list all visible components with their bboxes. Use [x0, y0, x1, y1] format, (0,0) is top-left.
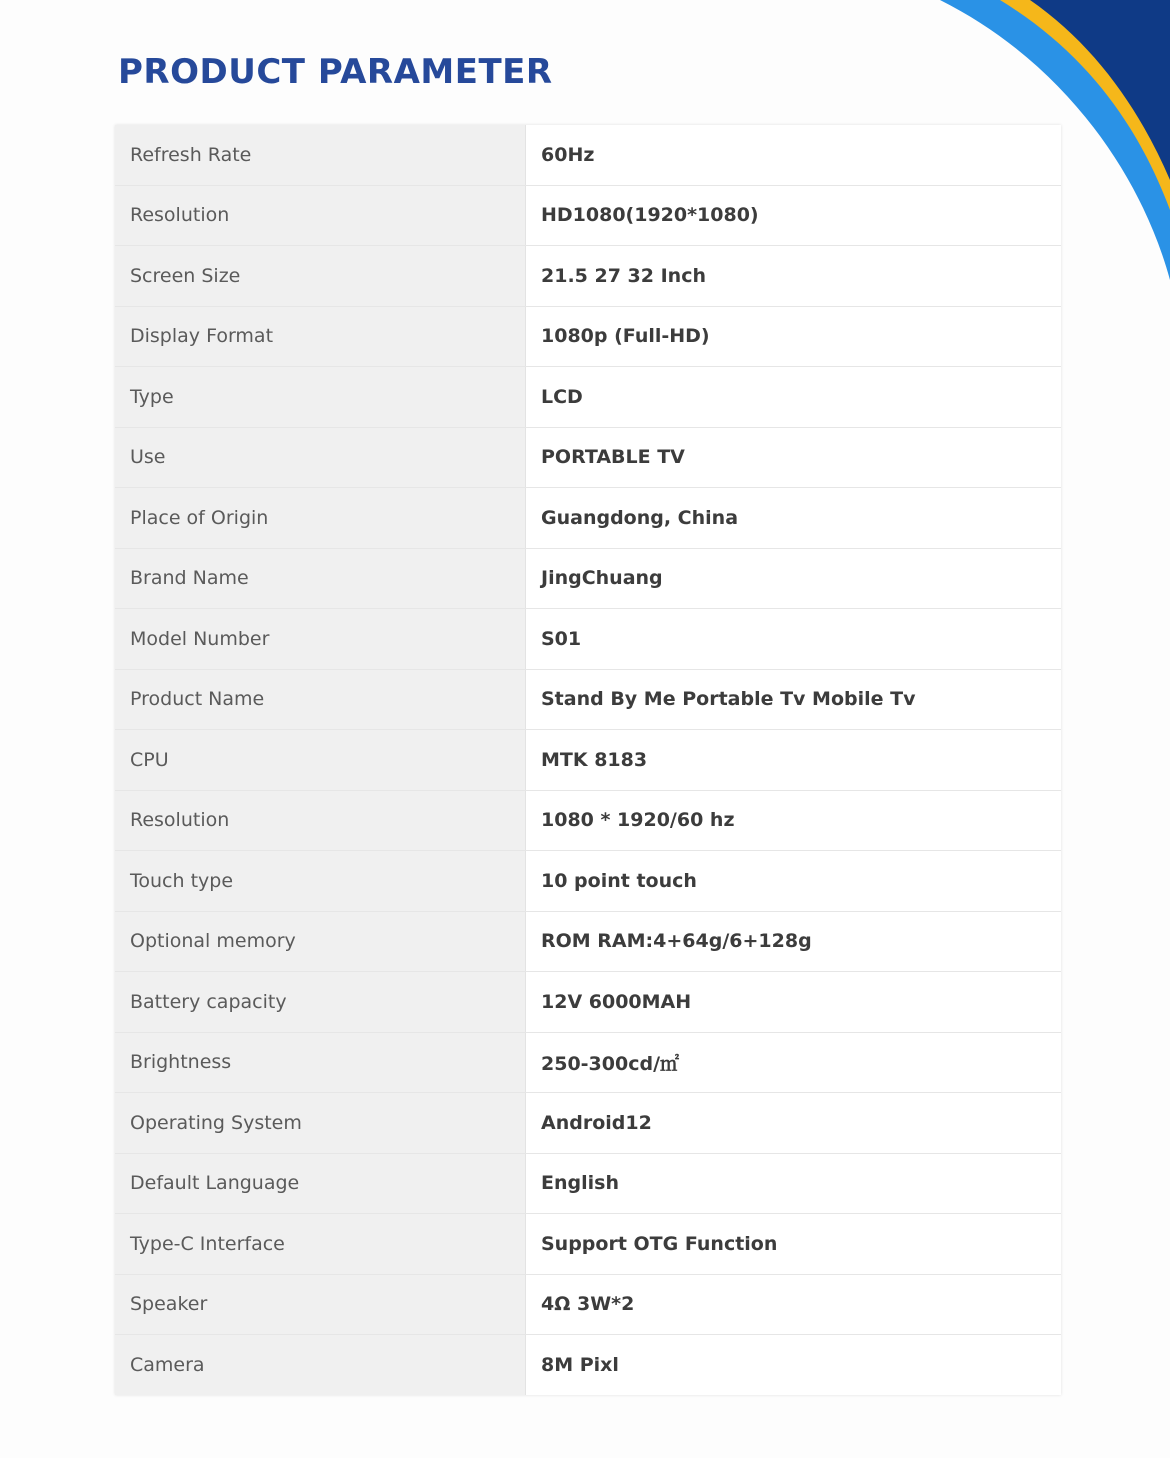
spec-row	[115, 1032, 1061, 1093]
spec-value: S01	[526, 609, 1062, 670]
spec-row	[115, 669, 1061, 730]
spec-value: PORTABLE TV	[526, 427, 1062, 488]
spec-value: 21.5 27 32 Inch	[526, 246, 1062, 307]
spec-value: JingChuang	[526, 548, 1062, 609]
spec-label: Use	[115, 427, 526, 488]
spec-row	[115, 1093, 1061, 1154]
spec-row	[115, 306, 1061, 367]
spec-label: Resolution	[115, 790, 526, 851]
spec-label: Touch type	[115, 851, 526, 912]
spec-value: HD1080(1920*1080)	[526, 185, 1062, 246]
page-title: PRODUCT PARAMETER	[118, 52, 553, 92]
spec-row	[115, 730, 1061, 791]
spec-row	[115, 1153, 1061, 1214]
spec-value: 12V 6000MAH	[526, 972, 1062, 1033]
spec-row	[115, 185, 1061, 246]
spec-row	[115, 1335, 1061, 1395]
spec-label: Type	[115, 367, 526, 428]
spec-row	[115, 125, 1061, 185]
spec-label: Product Name	[115, 669, 526, 730]
product-parameter-table	[115, 125, 1061, 1395]
spec-row	[115, 1214, 1061, 1275]
spec-value: MTK 8183	[526, 730, 1062, 791]
spec-value: 1080 * 1920/60 hz	[526, 790, 1062, 851]
spec-label: Brand Name	[115, 548, 526, 609]
spec-label: Place of Origin	[115, 488, 526, 549]
spec-value: 60Hz	[526, 125, 1062, 185]
spec-label: CPU	[115, 730, 526, 791]
spec-value: Support OTG Function	[526, 1214, 1062, 1275]
spec-row	[115, 851, 1061, 912]
spec-row	[115, 488, 1061, 549]
spec-label: Resolution	[115, 185, 526, 246]
spec-row	[115, 972, 1061, 1033]
spec-value: LCD	[526, 367, 1062, 428]
spec-row	[115, 609, 1061, 670]
spec-label: Type-C Interface	[115, 1214, 526, 1275]
spec-value: English	[526, 1153, 1062, 1214]
spec-value: Android12	[526, 1093, 1062, 1154]
spec-value: Guangdong, China	[526, 488, 1062, 549]
spec-row	[115, 246, 1061, 307]
spec-label: Speaker	[115, 1274, 526, 1335]
spec-label: Camera	[115, 1335, 526, 1395]
spec-label: Battery capacity	[115, 972, 526, 1033]
spec-row	[115, 427, 1061, 488]
spec-value: 8M Pixl	[526, 1335, 1062, 1395]
spec-value: Stand By Me Portable Tv Mobile Tv	[526, 669, 1062, 730]
spec-label: Model Number	[115, 609, 526, 670]
spec-label: Screen Size	[115, 246, 526, 307]
spec-label: Refresh Rate	[115, 125, 526, 185]
spec-row	[115, 367, 1061, 428]
spec-label: Optional memory	[115, 911, 526, 972]
spec-label: Operating System	[115, 1093, 526, 1154]
spec-label: Default Language	[115, 1153, 526, 1214]
spec-value: 250-300cd/㎡	[526, 1032, 1062, 1093]
spec-row	[115, 548, 1061, 609]
spec-table-body	[115, 125, 1061, 1395]
spec-value: 10 point touch	[526, 851, 1062, 912]
spec-label: Display Format	[115, 306, 526, 367]
spec-row	[115, 1274, 1061, 1335]
spec-value: ROM RAM:4+64g/6+128g	[526, 911, 1062, 972]
spec-value: 1080p (Full-HD)	[526, 306, 1062, 367]
spec-value: 4Ω 3W*2	[526, 1274, 1062, 1335]
spec-row	[115, 790, 1061, 851]
spec-row	[115, 911, 1061, 972]
spec-label: Brightness	[115, 1032, 526, 1093]
